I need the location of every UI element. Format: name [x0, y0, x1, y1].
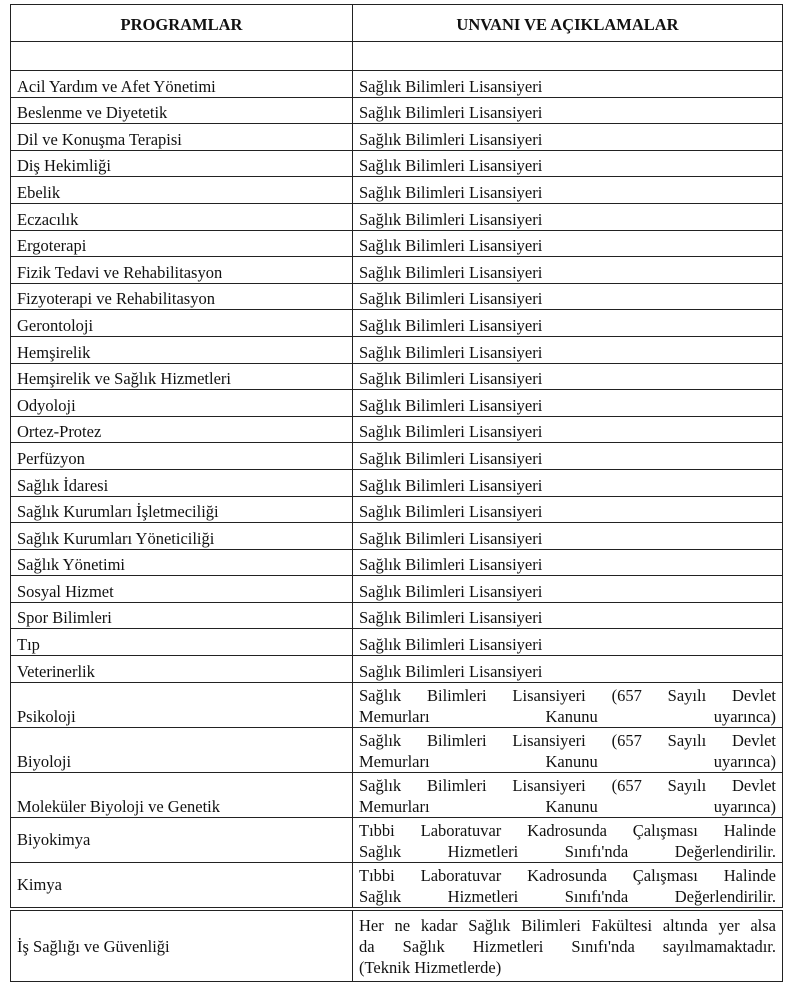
description-line: Sağlık Bilimleri Lisansiyeri [359, 289, 543, 309]
table-row [11, 817, 783, 862]
program-description [353, 363, 783, 390]
program-description [353, 629, 783, 656]
header-titles: UNVANI VE AÇIKLAMALAR [353, 5, 783, 42]
description-line: Sağlık Bilimleri Lisansiyeri (657 Sayılı Devlet [359, 730, 776, 750]
description-line: Sağlık Bilimleri Lisansiyeri [359, 103, 543, 123]
table-row [11, 656, 783, 683]
description-line: Sağlık Bilimleri Lisansiyeri [359, 236, 543, 256]
program-name: Gerontoloji [11, 310, 353, 337]
table-row [11, 310, 783, 337]
program-description [353, 310, 783, 337]
table-row [11, 97, 783, 124]
program-description [353, 772, 783, 817]
program-description [353, 230, 783, 257]
table-row [11, 523, 783, 550]
program-name: Fizyoterapi ve Rehabilitasyon [11, 283, 353, 310]
program-description [353, 656, 783, 683]
program-description [353, 336, 783, 363]
description-line: Sağlık Bilimleri Lisansiyeri [359, 156, 543, 176]
program-name: Eczacılık [11, 203, 353, 230]
header-programs: PROGRAMLAR [11, 5, 353, 42]
description-line: Sağlık Bilimleri Lisansiyeri [359, 635, 543, 655]
table-row [11, 257, 783, 284]
description-line: Sağlık Bilimleri Lisansiyeri [359, 502, 543, 522]
program-name: Tıp [11, 629, 353, 656]
description-line: Memurları Kanunu uyarınca) [359, 706, 776, 726]
program-name: Sağlık Yönetimi [11, 549, 353, 576]
program-name: Odyoloji [11, 390, 353, 417]
description-line: Sağlık Hizmetleri Sınıfı'nda Değerlendirilir. [359, 841, 776, 861]
table-row [11, 727, 783, 772]
program-description [353, 862, 783, 907]
description-line: Sağlık Bilimleri Lisansiyeri [359, 209, 543, 229]
table-row [11, 150, 783, 177]
program-name: Beslenme ve Diyetetik [11, 97, 353, 124]
program-description [353, 911, 783, 982]
program-description [353, 390, 783, 417]
header-row [11, 5, 783, 42]
description-line: Sağlık Bilimleri Lisansiyeri [359, 528, 543, 548]
description-line: Sağlık Bilimleri Lisansiyeri [359, 661, 543, 681]
program-name: Psikoloji [11, 682, 353, 727]
program-description [353, 283, 783, 310]
program-description [353, 97, 783, 124]
spacer-row [11, 42, 783, 71]
description-line: Sağlık Hizmetleri Sınıfı'nda Değerlendirilir. [359, 886, 776, 906]
program-description [353, 682, 783, 727]
program-name: Kimya [11, 862, 353, 907]
program-name: Ortez-Protez [11, 416, 353, 443]
programs-table-body [11, 42, 783, 908]
description-line: Sağlık Bilimleri Lisansiyeri [359, 369, 543, 389]
program-name: Sosyal Hizmet [11, 576, 353, 603]
description-line: Memurları Kanunu uyarınca) [359, 796, 776, 816]
table-row [11, 230, 783, 257]
description-line: Sağlık Bilimleri Lisansiyeri [359, 315, 543, 335]
program-name: Hemşirelik ve Sağlık Hizmetleri [11, 363, 353, 390]
program-description [353, 150, 783, 177]
program-description [353, 817, 783, 862]
description-line: Sağlık Bilimleri Lisansiyeri [359, 395, 543, 415]
program-description [353, 203, 783, 230]
table-row [11, 390, 783, 417]
program-description [353, 576, 783, 603]
description-line: Tıbbi Laboratuvar Kadrosunda Çalışması Halinde [359, 865, 776, 885]
description-line: Sağlık Bilimleri Lisansiyeri [359, 475, 543, 495]
table-row [11, 443, 783, 470]
description-line: (Teknik Hizmetlerde) [359, 957, 502, 977]
description-line: Sağlık Bilimleri Lisansiyeri [359, 555, 543, 575]
program-name: Fizik Tedavi ve Rehabilitasyon [11, 257, 353, 284]
program-description [353, 523, 783, 550]
program-name: Dil ve Konuşma Terapisi [11, 124, 353, 151]
program-description [353, 71, 783, 98]
description-line: Sağlık Bilimleri Lisansiyeri [359, 448, 543, 468]
table-row [11, 71, 783, 98]
description-line: Sağlık Bilimleri Lisansiyeri [359, 422, 543, 442]
table-row [11, 124, 783, 151]
program-description [353, 416, 783, 443]
program-name: Acil Yardım ve Afet Yönetimi [11, 71, 353, 98]
table-row [11, 469, 783, 496]
table-row [11, 336, 783, 363]
description-line: Sağlık Bilimleri Lisansiyeri [359, 129, 543, 149]
program-name: Ebelik [11, 177, 353, 204]
table-row [11, 496, 783, 523]
program-description [353, 177, 783, 204]
table-row [11, 772, 783, 817]
table-row [11, 549, 783, 576]
program-description [353, 257, 783, 284]
program-name: Sağlık İdaresi [11, 469, 353, 496]
program-description [353, 124, 783, 151]
table-row [11, 177, 783, 204]
program-name: Sağlık Kurumları Yöneticiliği [11, 523, 353, 550]
table-row [11, 911, 783, 982]
program-name: Hemşirelik [11, 336, 353, 363]
description-line: Sağlık Bilimleri Lisansiyeri [359, 182, 543, 202]
extra-table [10, 910, 783, 982]
programs-table [10, 4, 783, 908]
description-line: Sağlık Bilimleri Lisansiyeri (657 Sayılı Devlet [359, 775, 776, 795]
description-line: da Sağlık Hizmetleri Sınıfı'nda sayılmamaktadır. [359, 936, 776, 956]
program-name: Sağlık Kurumları İşletmeciliği [11, 496, 353, 523]
table-row [11, 576, 783, 603]
program-name: Biyokimya [11, 817, 353, 862]
description-line: Sağlık Bilimleri Lisansiyeri [359, 262, 543, 282]
program-description [353, 727, 783, 772]
table-row [11, 363, 783, 390]
spacer-cell-left [11, 42, 353, 71]
description-line: Sağlık Bilimleri Lisansiyeri [359, 608, 543, 628]
spacer-cell-right [353, 42, 783, 71]
program-description [353, 443, 783, 470]
program-description [353, 602, 783, 629]
table-row [11, 862, 783, 907]
description-line: Her ne kadar Sağlık Bilimleri Fakültesi altında yer alsa [359, 915, 776, 935]
table-row [11, 416, 783, 443]
program-name: Spor Bilimleri [11, 602, 353, 629]
table-row [11, 682, 783, 727]
program-name: Veterinerlik [11, 656, 353, 683]
description-line: Sağlık Bilimleri Lisansiyeri [359, 581, 543, 601]
table-row [11, 283, 783, 310]
table-row [11, 602, 783, 629]
program-name: Biyoloji [11, 727, 353, 772]
description-line: Memurları Kanunu uyarınca) [359, 751, 776, 771]
program-name: Diş Hekimliği [11, 150, 353, 177]
program-name: Moleküler Biyoloji ve Genetik [11, 772, 353, 817]
description-line: Tıbbi Laboratuvar Kadrosunda Çalışması Halinde [359, 820, 776, 840]
table-row [11, 629, 783, 656]
program-name: Perfüzyon [11, 443, 353, 470]
description-line: Sağlık Bilimleri Lisansiyeri [359, 76, 543, 96]
program-description [353, 496, 783, 523]
program-name: İş Sağlığı ve Güvenliği [11, 911, 353, 982]
program-description [353, 549, 783, 576]
program-name: Ergoterapi [11, 230, 353, 257]
program-description [353, 469, 783, 496]
table-row [11, 203, 783, 230]
description-line: Sağlık Bilimleri Lisansiyeri (657 Sayılı Devlet [359, 685, 776, 705]
description-line: Sağlık Bilimleri Lisansiyeri [359, 342, 543, 362]
